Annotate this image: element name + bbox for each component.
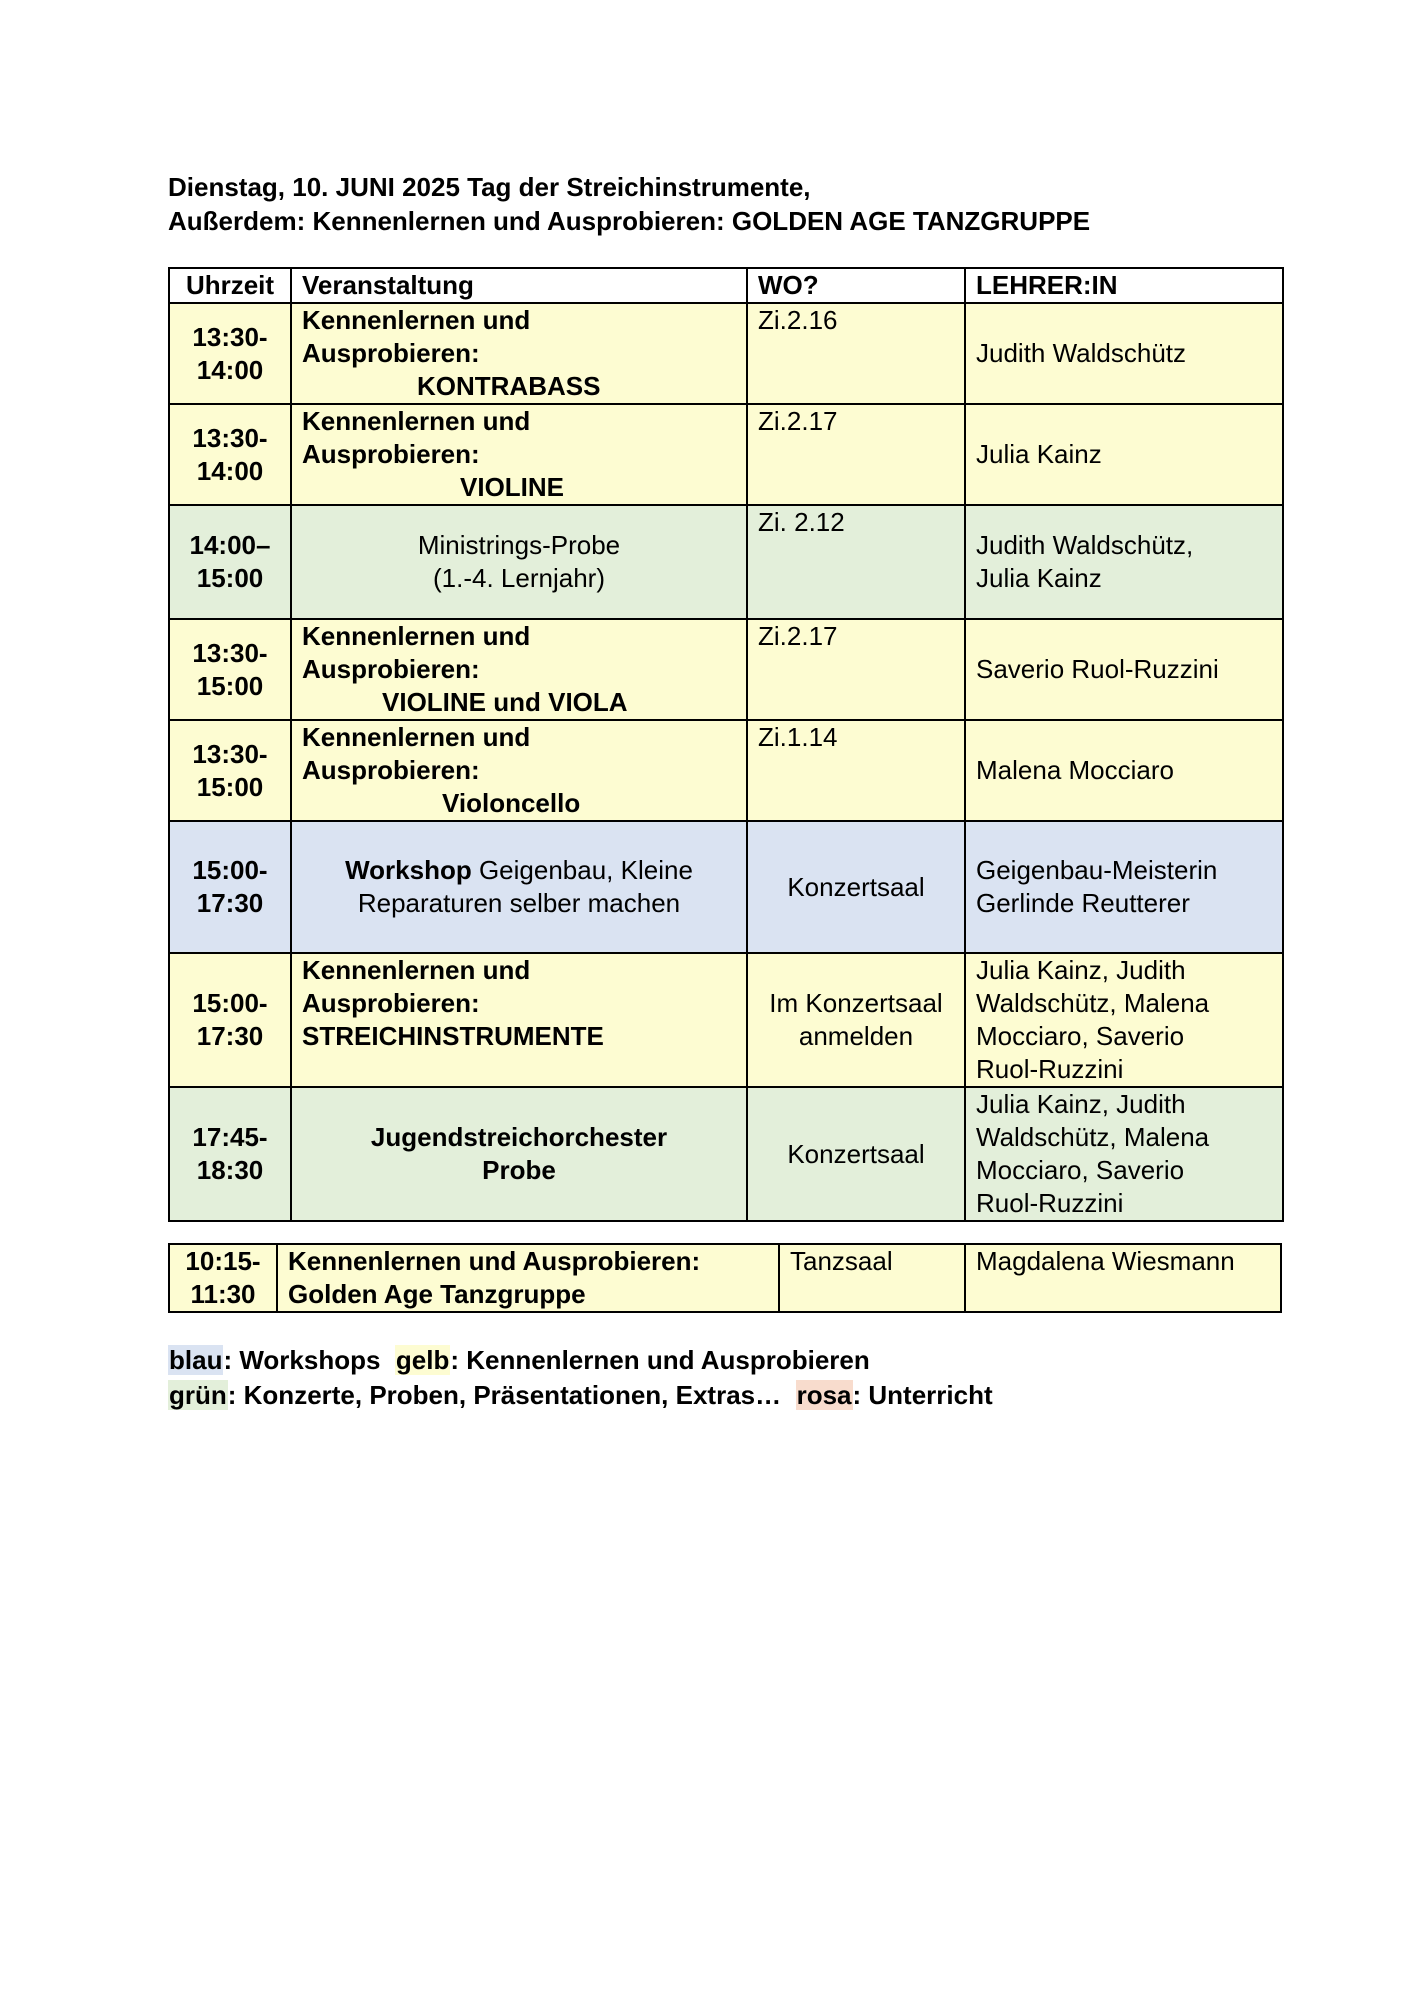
event-line: Jugendstreichorchester [370, 1122, 668, 1152]
table-row [169, 720, 1283, 821]
where-cell: Konzertsaal [747, 821, 965, 953]
event-line: Ausprobieren: [302, 338, 480, 368]
time-cell [169, 619, 291, 720]
event-line: Ausprobieren: [302, 755, 480, 785]
event-cell [291, 821, 747, 953]
time-end: 15:00 [196, 771, 264, 802]
where-line: Im Konzertsaal [769, 988, 943, 1018]
where-cell [747, 953, 965, 1087]
event-line: Ministrings-Probe [417, 530, 621, 560]
teacher-line: Julia Kainz [976, 563, 1102, 593]
where-cell: Zi. 2.12 [747, 505, 965, 619]
time-start: 13:30- [192, 637, 268, 668]
event-instrument: Violoncello [442, 788, 581, 818]
page-title [168, 170, 1318, 238]
time-end: 15:00 [196, 563, 264, 593]
time-cell [169, 821, 291, 953]
where-cell: Zi.2.17 [747, 619, 965, 720]
event-line: Reparaturen selber machen [357, 888, 681, 918]
event-line: Probe [482, 1155, 556, 1185]
where-cell: Konzertsaal [747, 1087, 965, 1221]
time-end: 14:00 [196, 354, 264, 385]
time-start: 15:00- [192, 988, 268, 1018]
time-cell [169, 953, 291, 1087]
header-time: Uhrzeit [169, 268, 291, 303]
time-cell [169, 404, 291, 505]
where-cell: Zi.1.14 [747, 720, 965, 821]
time-cell [169, 720, 291, 821]
time-end: 17:30 [196, 1021, 264, 1051]
schedule-table [168, 267, 1284, 1222]
title-line-1: Dienstag, 10. JUNI 2025 Tag der Streichinstrumente, [168, 172, 811, 202]
event-cell [291, 505, 747, 619]
event-instrument: VIOLINE und VIOLA [382, 687, 628, 717]
teacher-cell [965, 505, 1283, 619]
event-line: Ausprobieren: [302, 439, 480, 469]
event-workshop-label: Workshop [345, 855, 472, 885]
time-start: 13:30- [192, 321, 268, 352]
event-cell [291, 1087, 747, 1221]
teacher-cell [965, 821, 1283, 953]
time-end: 18:30 [196, 1155, 264, 1185]
teacher-line: Waldschütz, Malena [976, 1122, 1210, 1152]
table-header-row [169, 268, 1283, 303]
time-end: 15:00 [196, 670, 264, 701]
event-cell [291, 953, 747, 1087]
time-start: 17:45- [192, 1122, 268, 1152]
legend-pink-swatch: rosa [796, 1380, 852, 1410]
teacher-cell: Judith Waldschütz [965, 303, 1283, 404]
event-instrument: STREICHINSTRUMENTE [302, 1021, 604, 1051]
table-row [169, 821, 1283, 953]
time-start: 13:30- [192, 422, 268, 453]
title-line-2: Außerdem: Kennenlernen und Ausprobieren: GOLDEN AGE TANZGRUPPE [168, 206, 1091, 236]
where-cell: Tanzsaal [779, 1244, 965, 1312]
table-row [169, 404, 1283, 505]
event-line: Ausprobieren: [302, 988, 480, 1018]
event-line: Geigenbau, Kleine [471, 855, 693, 885]
where-cell: Zi.2.17 [747, 404, 965, 505]
time-end: 11:30 [190, 1279, 256, 1309]
legend-row-1 [168, 1343, 993, 1378]
teacher-line: Mocciaro, Saverio [976, 1021, 1185, 1051]
event-line: Kennenlernen und [302, 955, 531, 985]
teacher-line: Gerlinde Reutterer [976, 888, 1190, 918]
time-cell [169, 505, 291, 619]
extra-schedule-table [168, 1243, 1282, 1313]
legend-pink-text: : Unterricht [852, 1380, 993, 1410]
legend-yellow-text: : Kennenlernen und Ausprobieren [450, 1345, 870, 1375]
legend-row-2 [168, 1378, 993, 1413]
event-instrument: VIOLINE [460, 472, 565, 502]
teacher-line: Ruol-Ruzzini [976, 1188, 1124, 1218]
time-cell [169, 1244, 277, 1312]
table-row [169, 1244, 1281, 1312]
teacher-cell: Malena Mocciaro [965, 720, 1283, 821]
event-cell [291, 303, 747, 404]
teacher-line: Julia Kainz, Judith [976, 955, 1186, 985]
event-line: Kennenlernen und [302, 621, 531, 651]
table-row [169, 1087, 1283, 1221]
time-cell [169, 303, 291, 404]
table-row [169, 505, 1283, 619]
teacher-cell: Magdalena Wiesmann [965, 1244, 1281, 1312]
time-start: 13:30- [192, 738, 268, 769]
event-line: Kennenlernen und Ausprobieren: [288, 1246, 701, 1276]
teacher-line: Judith Waldschütz, [976, 530, 1194, 560]
time-cell [169, 1087, 291, 1221]
where-cell: Zi.2.16 [747, 303, 965, 404]
header-teacher: LEHRER:IN [965, 268, 1283, 303]
teacher-cell: Julia Kainz [965, 404, 1283, 505]
event-line: (1.-4. Lernjahr) [433, 563, 605, 593]
teacher-line: Ruol-Ruzzini [976, 1054, 1124, 1084]
event-line: Kennenlernen und [302, 722, 531, 752]
time-start: 15:00- [192, 855, 268, 885]
header-event: Veranstaltung [291, 268, 747, 303]
legend-green-swatch: grün [169, 1380, 227, 1410]
table-row [169, 953, 1283, 1087]
time-start: 10:15- [185, 1246, 261, 1276]
event-cell [291, 404, 747, 505]
legend-green-text: : Konzerte, Proben, Präsentationen, Extras… [227, 1380, 782, 1410]
time-end: 14:00 [196, 455, 264, 486]
event-line: Ausprobieren: [302, 654, 480, 684]
teacher-line: Julia Kainz, Judith [976, 1089, 1186, 1119]
legend-blue-text: : Workshops [223, 1345, 381, 1375]
color-legend [168, 1343, 993, 1413]
event-line: Kennenlernen und [302, 305, 531, 335]
event-cell [277, 1244, 779, 1312]
teacher-cell [965, 953, 1283, 1087]
teacher-cell [965, 1087, 1283, 1221]
time-end: 17:30 [196, 888, 264, 918]
event-line: Golden Age Tanzgruppe [288, 1279, 586, 1309]
teacher-line: Waldschütz, Malena [976, 988, 1210, 1018]
event-cell [291, 720, 747, 821]
event-cell [291, 619, 747, 720]
event-instrument: KONTRABASS [417, 371, 601, 401]
table-row [169, 303, 1283, 404]
legend-blue-swatch: blau [169, 1345, 223, 1375]
teacher-cell: Saverio Ruol-Ruzzini [965, 619, 1283, 720]
event-line: Kennenlernen und [302, 406, 531, 436]
table-row [169, 619, 1283, 720]
header-where: WO? [747, 268, 965, 303]
legend-yellow-swatch: gelb [395, 1345, 450, 1375]
teacher-line: Mocciaro, Saverio [976, 1155, 1185, 1185]
where-line: anmelden [798, 1021, 914, 1051]
teacher-line: Geigenbau-Meisterin [976, 855, 1218, 885]
time-start: 14:00– [189, 530, 271, 560]
